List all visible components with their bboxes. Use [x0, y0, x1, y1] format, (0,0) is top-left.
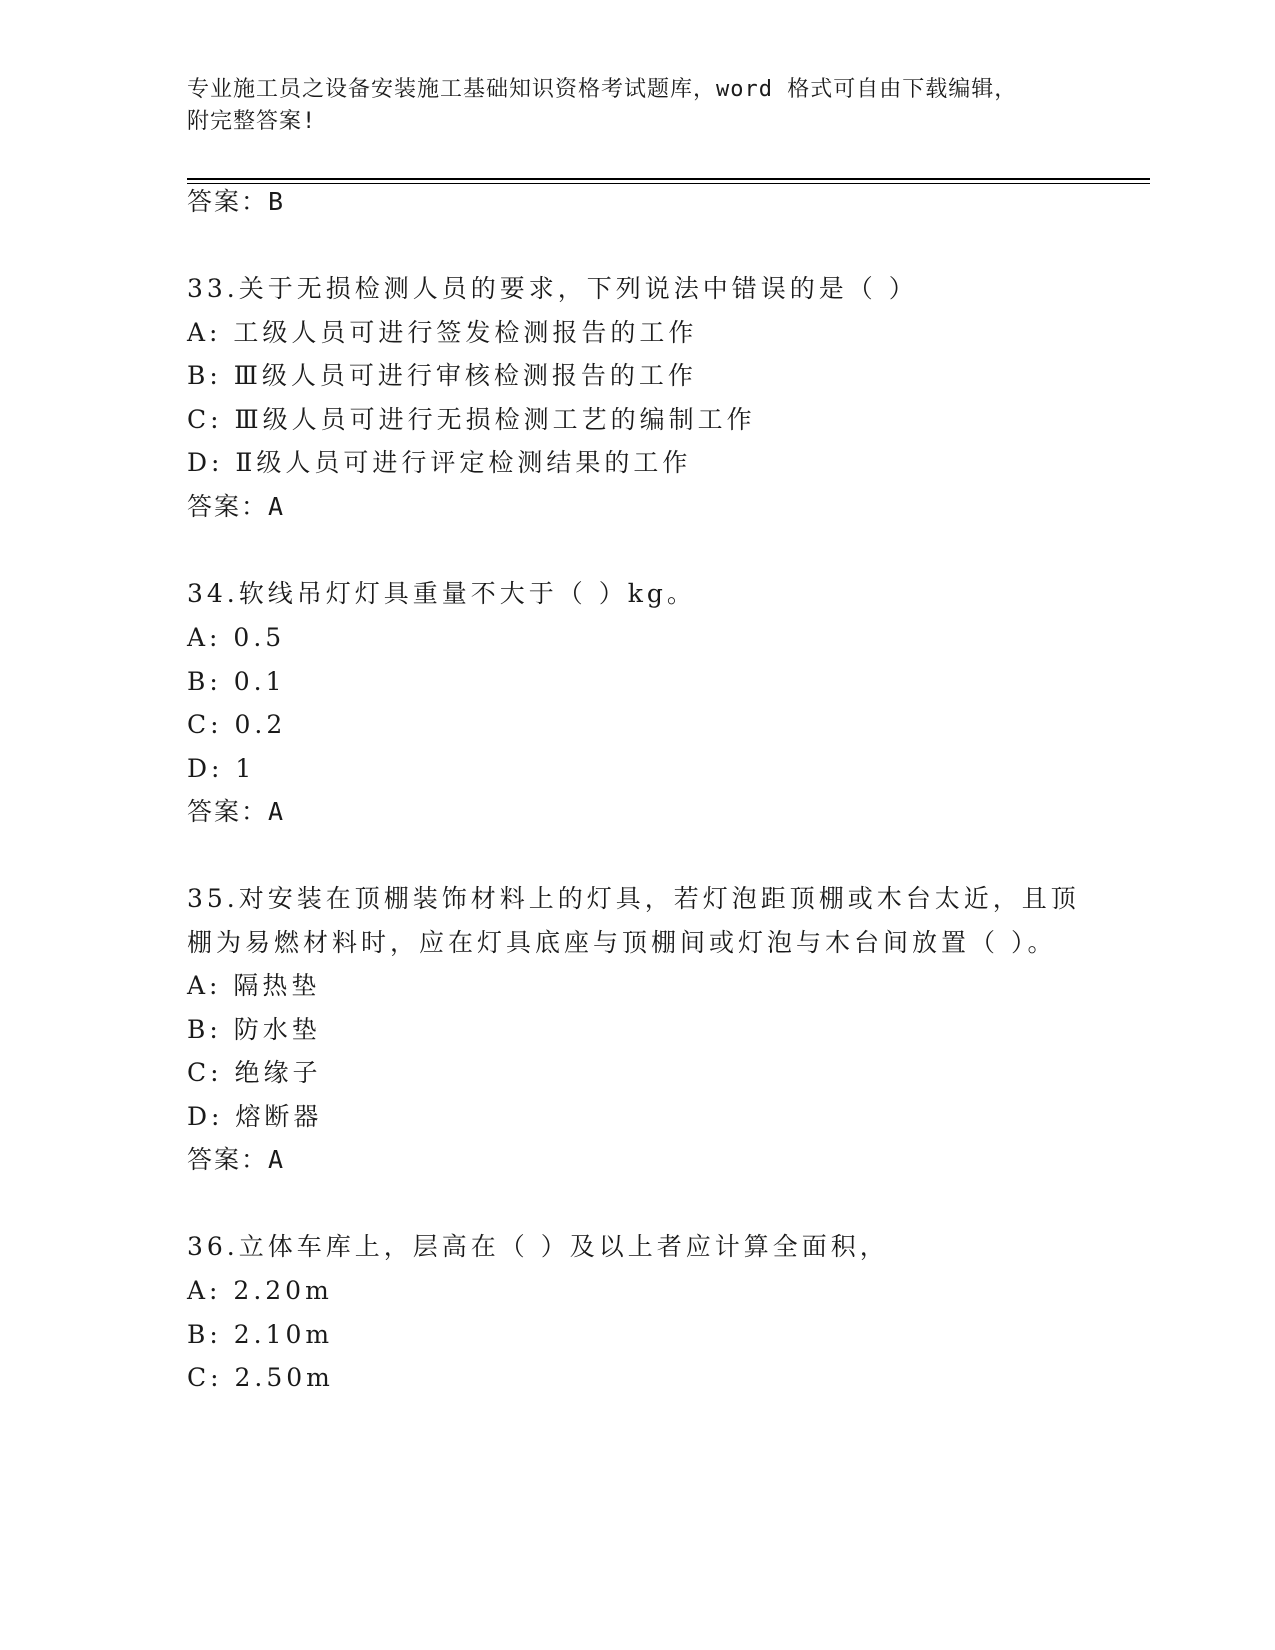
question-35-stem-line-1: 35.对安装在顶棚装饰材料上的灯具，若灯泡距顶棚或木台太近，且顶: [187, 884, 1080, 913]
question-33-stem: 33.关于无损检测人员的要求，下列说法中错误的是（ ）: [187, 274, 918, 303]
question-33-option-d: D: Ⅱ级人员可进行评定检测结果的工作: [187, 448, 692, 477]
question-34-option-b: B: 0.1: [187, 667, 286, 696]
question-33-option-c: C: Ⅲ级人员可进行无损检测工艺的编制工作: [187, 405, 756, 434]
header-divider-thin: [187, 183, 1150, 184]
question-34-option-d: D: 1: [187, 754, 256, 783]
question-35-option-a: A: 隔热垫: [187, 971, 321, 1000]
header-line-2: 附完整答案!: [187, 109, 317, 134]
document-header: [187, 74, 1087, 138]
question-34-stem: 34.软线吊灯灯具重量不大于（ ）kg。: [187, 579, 696, 608]
question-33-option-a: A: 工级人员可进行签发检测报告的工作: [187, 318, 698, 347]
question-34-option-c: C: 0.2: [187, 710, 287, 739]
question-36-stem: 36.立体车库上，层高在（ ）及以上者应计算全面积，: [187, 1232, 889, 1261]
question-36-option-b: B: 2.10m: [187, 1320, 334, 1349]
header-line-1: 专业施工员之设备安装施工基础知识资格考试题库，word 格式可自由下载编辑，: [187, 77, 1018, 102]
question-35-option-d: D: 熔断器: [187, 1102, 323, 1131]
question-35-option-b: B: 防水垫: [187, 1015, 321, 1044]
question-35-stem-line-2: 棚为易燃材料时，应在灯具底座与顶棚间或灯泡与木台间放置（ ）。: [187, 928, 1057, 957]
answer-q32: 答案：B: [187, 187, 286, 216]
question-33-option-b: B: Ⅲ级人员可进行审核检测报告的工作: [187, 361, 697, 390]
question-35-option-c: C: 绝缘子: [187, 1058, 322, 1087]
answer-q33: 答案：A: [187, 492, 286, 521]
question-36-option-c: C: 2.50m: [187, 1363, 334, 1392]
question-34-option-a: A: 0.5: [187, 623, 286, 652]
question-36-option-a: A: 2.20m: [187, 1276, 333, 1305]
header-divider-thick: [187, 178, 1150, 180]
answer-q34: 答案：A: [187, 797, 286, 826]
answer-q35: 答案：A: [187, 1145, 286, 1174]
